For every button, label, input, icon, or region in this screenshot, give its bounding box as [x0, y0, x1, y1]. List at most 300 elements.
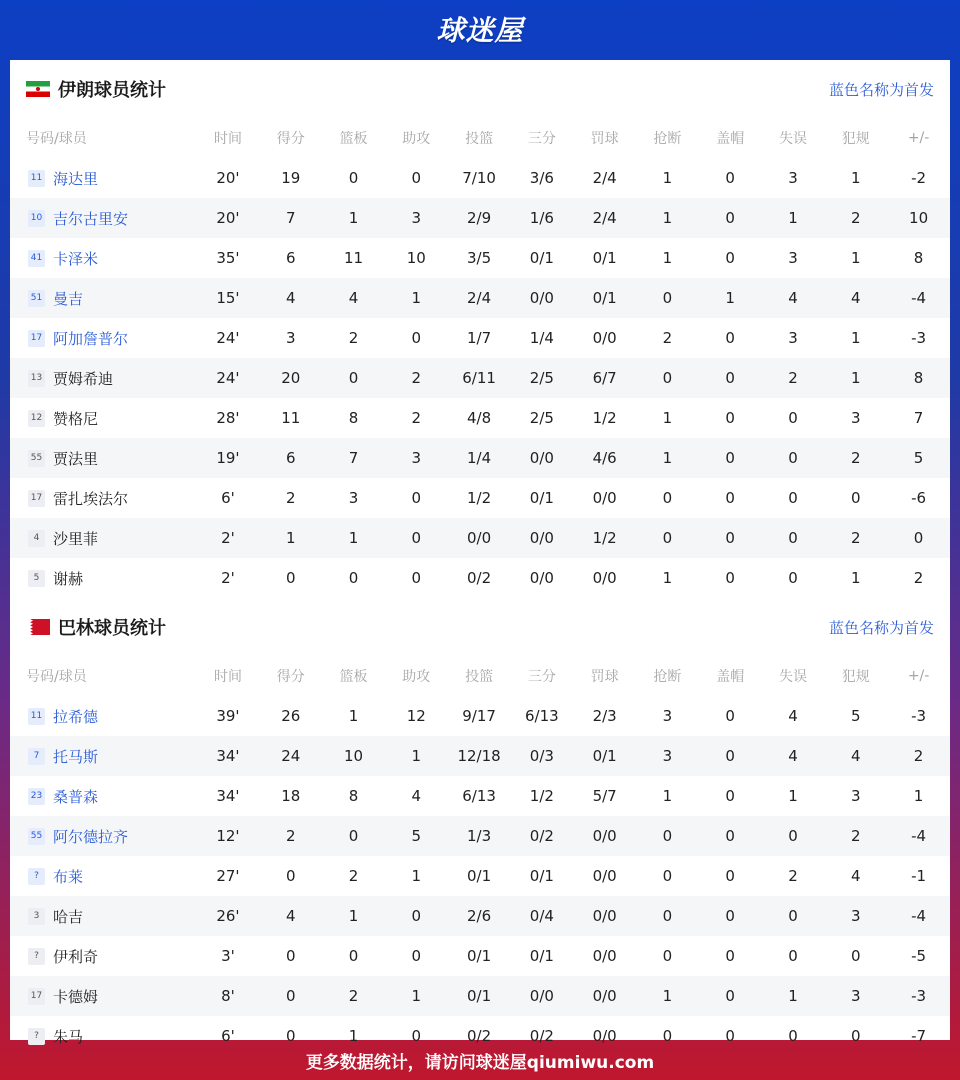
stat-cell: 3 [285, 329, 296, 347]
stat-cell: 0 [762, 896, 825, 936]
jersey-number-badge: 17 [28, 988, 45, 1005]
stat-cell: 0 [662, 947, 673, 965]
table-row[interactable] [10, 816, 950, 856]
player-name[interactable]: 桑普森 [53, 787, 99, 806]
player-name-cell[interactable] [10, 856, 197, 896]
table-row[interactable] [10, 358, 950, 398]
stat-cell: 6' [221, 1027, 235, 1045]
table-row[interactable] [10, 238, 950, 278]
stat-cell: 2 [411, 409, 422, 427]
stat-cell: 0 [385, 896, 448, 936]
table-row[interactable] [10, 518, 950, 558]
stat-cell: 5/7 [592, 787, 617, 805]
player-name-cell[interactable] [10, 816, 197, 856]
stat-cell: 2/4 [448, 278, 511, 318]
player-name-cell[interactable] [10, 358, 197, 398]
player-name-cell[interactable] [10, 318, 197, 358]
column-header: 犯规 [841, 131, 870, 147]
stat-cell: 0 [788, 569, 798, 587]
stat-cell: 12/18 [448, 736, 511, 776]
stat-cell: 2/3 [592, 707, 617, 725]
stat-cell: 1 [322, 518, 385, 558]
stat-cell: 8 [348, 787, 359, 805]
stat-cell: 0 [850, 489, 861, 507]
stat-cell: 6 [259, 438, 322, 478]
stat-cell: 2' [197, 518, 260, 558]
jersey-number-badge: 55 [28, 450, 45, 467]
iran-flag-icon [26, 81, 50, 97]
stat-cell: 1 [259, 518, 322, 558]
column-header: 盖帽 [716, 131, 745, 147]
stat-cell: 1 [762, 198, 825, 238]
stat-cell: 0 [285, 569, 296, 587]
stat-cell: 3 [662, 707, 673, 725]
stat-cell: 3 [385, 438, 448, 478]
table-row[interactable] [10, 856, 950, 896]
stat-cell: 39' [216, 707, 240, 725]
stat-cell: 4/8 [467, 409, 492, 427]
stat-cell: 1 [850, 169, 861, 187]
stat-cell: 1 [662, 787, 673, 805]
column-header: 投篮 [465, 669, 494, 685]
section-title-group [26, 76, 166, 102]
stat-cell: 9/17 [462, 707, 496, 725]
player-name-cell[interactable] [10, 278, 197, 318]
player-name[interactable]: 海达里 [53, 169, 99, 188]
stat-cell: 0 [636, 358, 699, 398]
player-name-cell[interactable] [10, 398, 197, 438]
stat-cell: 0 [699, 518, 762, 558]
stat-cell: 1 [636, 438, 699, 478]
player-stats-table [10, 118, 950, 598]
table-row[interactable] [10, 896, 950, 936]
stat-cell: 0 [699, 358, 762, 398]
stat-cell: 1/2 [592, 409, 617, 427]
stat-cell: 0/1 [573, 736, 636, 776]
stat-cell: 2 [348, 867, 359, 885]
stat-cell: 1 [322, 896, 385, 936]
footer-banner[interactable] [0, 1040, 960, 1080]
stat-cell: 19' [197, 438, 260, 478]
stat-cell: 0/1 [529, 249, 554, 267]
stat-cell: 10 [322, 736, 385, 776]
stat-cell: 6/13 [525, 707, 559, 725]
jersey-number-badge: 5 [28, 570, 45, 587]
stat-cell: 0/2 [529, 1027, 554, 1045]
stat-cell: 1 [348, 707, 359, 725]
stat-cell: 11 [343, 249, 364, 267]
table-row[interactable] [10, 558, 950, 598]
stat-cell: 1/4 [529, 329, 554, 347]
column-header: 投篮 [465, 131, 494, 147]
stat-cell: 2 [348, 329, 359, 347]
stat-cell: 8 [887, 358, 950, 398]
stat-cell: 26' [197, 896, 260, 936]
player-name-cell[interactable] [10, 976, 197, 1016]
stat-cell: 0 [788, 1027, 798, 1045]
stat-cell: 10 [887, 198, 950, 238]
stat-cell: -4 [887, 896, 950, 936]
column-header: 抢断 [653, 669, 682, 685]
jersey-number-badge: 17 [28, 330, 45, 347]
jersey-number-badge: 10 [28, 210, 45, 227]
stat-cell: 0 [285, 1027, 296, 1045]
stat-cell: 1/2 [529, 787, 554, 805]
player-name[interactable]: 卡德姆 [53, 987, 99, 1006]
column-header: 犯规 [841, 669, 870, 685]
player-name[interactable]: 沙里菲 [53, 529, 99, 548]
stat-cell: 3 [788, 169, 798, 187]
stat-cell: 27' [216, 867, 240, 885]
stat-cell: 3/5 [467, 249, 492, 267]
section-title-group [26, 614, 166, 640]
stat-cell: 0/0 [529, 569, 554, 587]
stat-cell: 1 [850, 249, 861, 267]
player-name-cell[interactable] [10, 478, 197, 518]
stat-cell: 1 [699, 278, 762, 318]
stat-cell: 19 [281, 169, 301, 187]
stat-cell: -1 [911, 867, 927, 885]
stat-cell: 0/1 [467, 867, 492, 885]
stat-cell: 0/0 [510, 976, 573, 1016]
stat-cell: 0 [725, 489, 735, 507]
stat-cell: 1 [385, 278, 448, 318]
jersey-number-badge: 13 [28, 370, 45, 387]
stat-cell: 0 [411, 947, 422, 965]
stat-cell: 1/6 [510, 198, 573, 238]
stat-cell: 3 [636, 736, 699, 776]
stat-cell: 0 [411, 1027, 422, 1045]
stat-cell: 1/7 [467, 329, 492, 347]
qiumiwu-logo: 球迷屋 [436, 14, 524, 47]
stat-cell: 5 [850, 707, 861, 725]
stat-cell: 0 [348, 169, 359, 187]
stat-cell: 0 [662, 867, 673, 885]
stat-cell: 0/0 [573, 816, 636, 856]
starter-legend-note: 蓝色名称为首发 [828, 618, 934, 637]
stat-cell: 4 [788, 707, 798, 725]
stat-cell: 0 [725, 249, 735, 267]
player-name[interactable]: 布莱 [53, 867, 84, 886]
stat-cell: 24 [259, 736, 322, 776]
table-row[interactable] [10, 158, 950, 198]
column-header: 罚球 [590, 669, 619, 685]
stat-cell: 1 [636, 198, 699, 238]
stat-cell: 0 [636, 816, 699, 856]
stat-cell: 3 [850, 787, 861, 805]
table-row[interactable] [10, 318, 950, 358]
stat-cell: 1 [636, 976, 699, 1016]
stat-cell: -3 [887, 976, 950, 1016]
player-name-cell[interactable] [10, 896, 197, 936]
stat-cell: 2 [887, 736, 950, 776]
stat-cell: 2 [762, 358, 825, 398]
stat-cell: 8 [913, 249, 924, 267]
stat-cell: 2 [824, 518, 887, 558]
stat-cell: 0 [850, 1027, 861, 1045]
stat-cell: 1 [662, 169, 673, 187]
player-name[interactable]: 拉希德 [53, 707, 99, 726]
player-stats-table [10, 656, 950, 1056]
stat-cell: 0 [725, 1027, 735, 1045]
stat-cell: 0/0 [510, 278, 573, 318]
player-name[interactable]: 吉尔古里安 [53, 209, 129, 228]
jersey-number-badge: ? [28, 948, 45, 965]
player-name-cell[interactable] [10, 776, 197, 816]
player-name[interactable]: 卡泽米 [53, 249, 99, 268]
player-name-cell[interactable] [10, 936, 197, 976]
table-row[interactable] [10, 398, 950, 438]
section-header [10, 60, 950, 118]
stat-cell: 1 [788, 787, 798, 805]
stat-cell: 7 [259, 198, 322, 238]
stat-cell: 0 [411, 169, 422, 187]
bahrain-flag-icon [26, 619, 50, 635]
stat-cell: 0/0 [573, 976, 636, 1016]
table-row[interactable] [10, 278, 950, 318]
jersey-number-badge: 55 [28, 828, 45, 845]
table-row[interactable] [10, 736, 950, 776]
stat-cell: 0/0 [592, 329, 617, 347]
stat-cell: 20 [259, 358, 322, 398]
stat-cell: 1 [762, 976, 825, 1016]
stat-cell: 7/10 [462, 169, 496, 187]
stat-cell: 2 [259, 816, 322, 856]
stat-cell: -4 [887, 278, 950, 318]
stat-cell: 20' [197, 198, 260, 238]
stat-cell: 1 [662, 409, 673, 427]
stat-cell: 0 [850, 947, 861, 965]
jersey-number-badge: 11 [28, 708, 45, 725]
jersey-number-badge: ? [28, 1028, 45, 1045]
stat-cell: 0/4 [510, 896, 573, 936]
column-header: 得分 [276, 669, 305, 685]
player-name-cell[interactable] [10, 518, 197, 558]
stat-cell: 1 [411, 867, 422, 885]
stat-cell: 1/3 [448, 816, 511, 856]
column-header: 号码/球员 [26, 669, 87, 685]
stat-cell: 5 [887, 438, 950, 478]
stat-cell: 0 [285, 947, 296, 965]
stat-cell: 3 [788, 249, 798, 267]
stat-cell: 3 [824, 896, 887, 936]
stat-cell: 0 [725, 867, 735, 885]
table-row[interactable] [10, 776, 950, 816]
column-header: 助攻 [402, 131, 431, 147]
player-name[interactable]: 伊利奇 [53, 947, 99, 966]
stat-cell: 2 [824, 438, 887, 478]
stat-cell: 0 [762, 518, 825, 558]
stat-cell: 1/2 [573, 518, 636, 558]
stat-cell: 24' [216, 329, 240, 347]
stat-cell: -5 [911, 947, 927, 965]
stat-cell: 4 [850, 867, 861, 885]
stat-cell: 0 [348, 569, 359, 587]
jersey-number-badge: 3 [28, 908, 45, 925]
column-header: 篮板 [339, 669, 368, 685]
stat-cell: 35' [216, 249, 240, 267]
stat-cell: 0 [348, 947, 359, 965]
stat-cell: 1/2 [467, 489, 492, 507]
player-name[interactable]: 朱马 [53, 1027, 84, 1046]
stat-cell: 24' [197, 358, 260, 398]
column-header: 三分 [527, 669, 556, 685]
column-header: +/- [907, 130, 930, 146]
jersey-number-badge: 23 [28, 788, 45, 805]
stat-cell: 0 [662, 489, 673, 507]
app-header [0, 0, 960, 58]
stat-cell: 0 [725, 787, 735, 805]
stats-panel [10, 60, 950, 1046]
stat-cell: 2' [221, 569, 235, 587]
stat-cell: 0/1 [448, 976, 511, 1016]
stat-cell: 0 [411, 569, 422, 587]
stat-cell: 0 [788, 947, 798, 965]
player-name-cell[interactable] [10, 238, 197, 278]
stat-cell: 3 [824, 976, 887, 1016]
stat-cell: 1 [662, 249, 673, 267]
stat-cell: 2 [913, 569, 924, 587]
column-header: 盖帽 [716, 669, 745, 685]
stat-cell: 3 [348, 489, 359, 507]
player-name[interactable]: 贾姆希迪 [53, 369, 114, 388]
team-section-bahrain [10, 598, 950, 1056]
stat-cell: 2 [824, 816, 887, 856]
stat-cell: 7 [322, 438, 385, 478]
stat-cell: 0 [285, 867, 296, 885]
stat-cell: 0/1 [529, 867, 554, 885]
starter-legend-note: 蓝色名称为首发 [828, 80, 934, 99]
stat-cell: 0 [699, 896, 762, 936]
stat-cell: 28' [216, 409, 240, 427]
column-header: 时间 [213, 669, 242, 685]
player-name[interactable]: 贾法里 [53, 449, 99, 468]
stat-cell: 2 [385, 358, 448, 398]
stat-cell: 34' [197, 736, 260, 776]
stat-cell: 0 [636, 278, 699, 318]
stat-cell: 2/4 [573, 198, 636, 238]
section-title: 巴林球员统计 [58, 618, 166, 639]
player-name-cell[interactable] [10, 558, 197, 598]
stat-cell: 4 [411, 787, 422, 805]
stat-cell: 3' [221, 947, 235, 965]
stat-cell: 10 [406, 249, 426, 267]
table-row[interactable] [10, 198, 950, 238]
stat-cell: 20' [216, 169, 240, 187]
jersey-number-badge: 17 [28, 490, 45, 507]
stat-cell: 0 [788, 409, 798, 427]
column-header: 罚球 [590, 131, 619, 147]
stat-cell: 3 [850, 409, 861, 427]
stat-cell: 0/3 [510, 736, 573, 776]
column-header: 时间 [213, 131, 242, 147]
table-row[interactable] [10, 696, 950, 736]
stat-cell: 2 [322, 976, 385, 1016]
jersey-number-badge: 41 [28, 250, 45, 267]
player-name[interactable]: 哈吉 [53, 907, 84, 926]
column-header: 失误 [778, 131, 807, 147]
player-name-cell[interactable] [10, 438, 197, 478]
table-row[interactable] [10, 478, 950, 518]
player-name[interactable]: 雷扎埃法尔 [53, 489, 129, 508]
stat-cell: 2/9 [448, 198, 511, 238]
stat-cell: 12' [197, 816, 260, 856]
stat-cell: 0 [788, 489, 798, 507]
stat-cell: 0 [699, 438, 762, 478]
stat-cell: 0/0 [592, 1027, 617, 1045]
player-name[interactable]: 阿加詹普尔 [53, 329, 129, 348]
player-name[interactable]: 谢赫 [53, 569, 84, 588]
stat-cell: 0 [762, 438, 825, 478]
stat-cell: 1 [322, 198, 385, 238]
column-header: 篮板 [339, 131, 368, 147]
column-header: 号码/球员 [26, 131, 87, 147]
stat-cell: 0 [636, 518, 699, 558]
table-row[interactable] [10, 936, 950, 976]
stat-cell: 3/6 [529, 169, 554, 187]
stat-cell: 4 [762, 278, 825, 318]
player-name-cell[interactable] [10, 158, 197, 198]
footer-text[interactable]: 更多数据统计，请访问球迷屋qiumiwu.com [305, 1052, 655, 1073]
table-row[interactable] [10, 438, 950, 478]
stat-cell: 26 [281, 707, 301, 725]
player-name[interactable]: 曼吉 [53, 289, 84, 308]
player-name-cell[interactable] [10, 198, 197, 238]
stat-cell: 6/11 [448, 358, 511, 398]
player-name[interactable]: 赞格尼 [53, 409, 99, 428]
stat-cell: 0 [259, 976, 322, 1016]
stat-cell: 0 [411, 329, 422, 347]
stat-cell: 2/5 [510, 358, 573, 398]
stat-cell: 1 [385, 736, 448, 776]
stat-cell: -3 [911, 707, 927, 725]
stat-cell: 0 [725, 947, 735, 965]
stat-cell: 1 [348, 1027, 359, 1045]
stat-cell: 2 [662, 329, 673, 347]
section-header [10, 598, 950, 656]
player-name-cell[interactable] [10, 736, 197, 776]
stat-cell: -2 [911, 169, 927, 187]
section-title: 伊朗球员统计 [58, 80, 166, 101]
stat-cell: 0 [725, 707, 735, 725]
stat-cell: 0 [699, 736, 762, 776]
stat-cell: 11 [281, 409, 301, 427]
column-header: 失误 [778, 669, 807, 685]
stat-cell: 0/0 [592, 569, 617, 587]
stat-cell: 0 [322, 358, 385, 398]
player-name[interactable]: 阿尔德拉齐 [53, 827, 129, 846]
stat-cell: 0/0 [573, 896, 636, 936]
stat-cell: 1 [850, 329, 861, 347]
stat-cell: 12 [406, 707, 426, 725]
stat-cell: 0 [662, 1027, 673, 1045]
player-name[interactable]: 托马斯 [53, 747, 99, 766]
column-header: 抢断 [653, 131, 682, 147]
player-name-cell[interactable] [10, 696, 197, 736]
stat-cell: 0/0 [592, 489, 617, 507]
stat-cell: 4/6 [573, 438, 636, 478]
jersey-number-badge: 7 [28, 748, 45, 765]
stat-cell: 0/0 [448, 518, 511, 558]
stat-cell: -7 [911, 1027, 927, 1045]
column-header: 助攻 [402, 669, 431, 685]
stat-cell: -4 [887, 816, 950, 856]
stat-cell: 1/4 [448, 438, 511, 478]
stat-cell: 2 [285, 489, 296, 507]
table-row[interactable] [10, 976, 950, 1016]
table-header-row [10, 656, 950, 696]
stat-cell: 4 [824, 736, 887, 776]
